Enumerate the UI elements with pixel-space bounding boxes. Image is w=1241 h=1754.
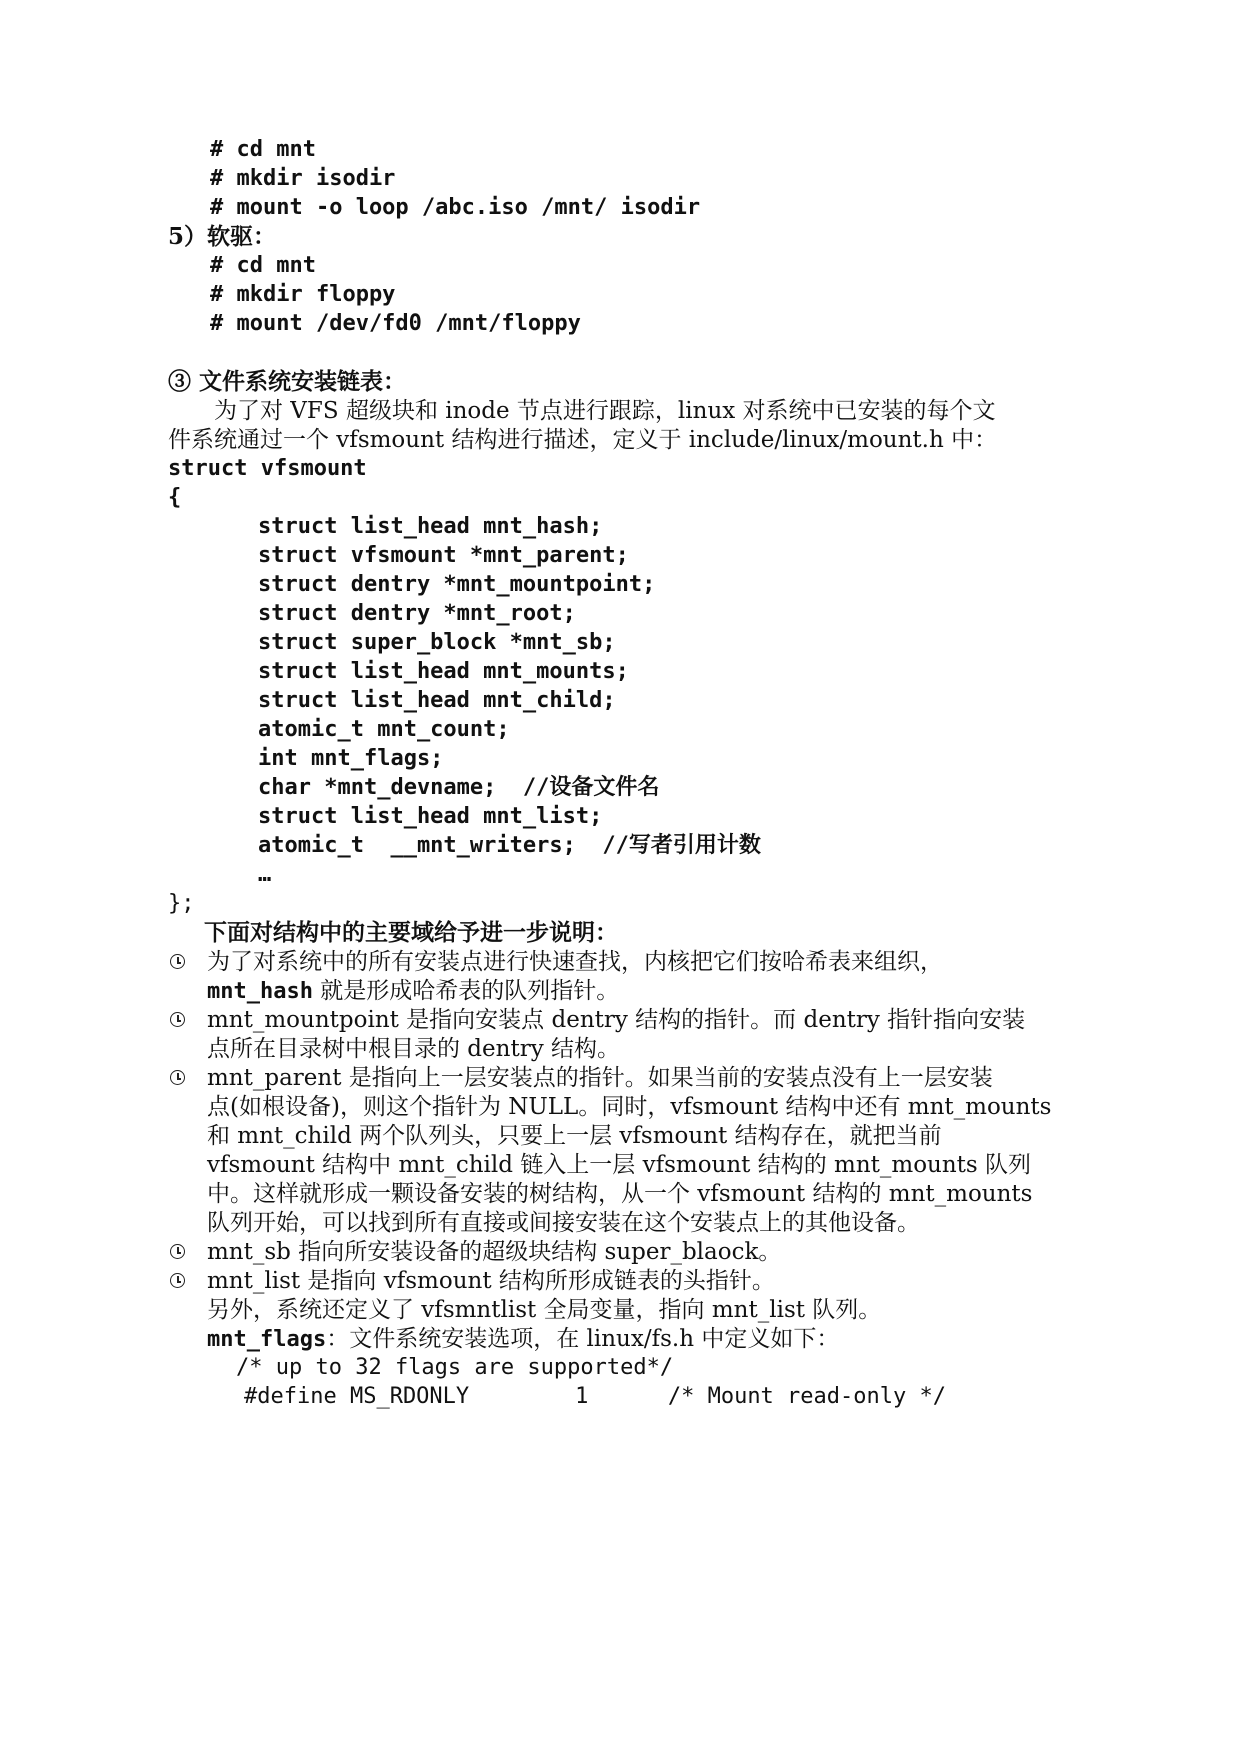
explanation-heading: 下面对结构中的主要域给予进一步说明： <box>204 919 618 946</box>
bullet-text: 队列开始，可以找到所有直接或间接安装在这个安装点上的其他设备。 <box>207 1210 920 1236</box>
bullet-text: mnt_sb 指向所安装设备的超级块结构 super_blaock。 <box>207 1239 782 1265</box>
open-brace: { <box>168 485 182 510</box>
struct-field: … <box>258 862 272 887</box>
struct-field: struct list_head mnt_list; <box>258 804 603 829</box>
paragraph-line: 另外，系统还定义了 vfsmntlist 全局变量，指向 mnt_list 队列。 <box>207 1297 882 1323</box>
section-heading: ③ 文件系统安装链表： <box>168 368 407 395</box>
field-name-bold: mnt_hash <box>207 979 313 1004</box>
bullet-text: mnt_mountpoint 是指向安装点 dentry 结构的指针。而 dentry 指针指向安装 <box>207 1007 1026 1033</box>
struct-field: int mnt_flags; <box>258 746 444 771</box>
struct-field: atomic_t mnt_count; <box>258 717 510 742</box>
bullet-text: 点(如根设备)，则这个指针为 NULL。同时，vfsmount 结构中还有 mnt_mounts <box>207 1094 1052 1120</box>
bullet-text: mnt_list 是指向 vfsmount 结构所形成链表的头指针。 <box>207 1268 775 1294</box>
struct-field: struct list_head mnt_hash; <box>258 514 603 539</box>
flags-description-text: ：文件系统安装选项，在 linux/fs.h 中定义如下： <box>326 1326 840 1352</box>
struct-field: char *mnt_devname; //设备文件名 <box>258 775 660 800</box>
bullet-text: mnt_parent 是指向上一层安装点的指针。如果当前的安装点没有上一层安装 <box>207 1065 993 1091</box>
struct-field: struct list_head mnt_mounts; <box>258 659 629 684</box>
clock-bullet-icon <box>170 1273 185 1288</box>
clock-bullet-icon <box>170 1012 185 1027</box>
struct-field: struct dentry *mnt_root; <box>258 601 576 626</box>
clock-bullet-icon <box>170 1244 185 1259</box>
item-5-floppy-heading: 5）软驱： <box>168 223 277 250</box>
struct-field: struct list_head mnt_child; <box>258 688 616 713</box>
command-mount-iso: # mount -o loop /abc.iso /mnt/ isodir <box>210 195 701 220</box>
bullet-text: 和 mnt_child 两个队列头，只要上一层 vfsmount 结构存在，就把当前 <box>207 1123 942 1149</box>
paragraph-line: 件系统通过一个 vfsmount 结构进行描述，定义于 include/linux/mount.h 中： <box>168 427 998 453</box>
bullet-text-continued: 就是形成哈希表的队列指针。 <box>320 978 620 1004</box>
clock-bullet-icon <box>170 1070 185 1085</box>
command-cd-mnt-2: # cd mnt <box>210 253 316 278</box>
struct-declaration: struct vfsmount <box>168 456 367 481</box>
command-cd-mnt: # cd mnt <box>210 137 316 162</box>
bullet-text: vfsmount 结构中 mnt_child 链入上一层 vfsmount 结构的 mnt_mounts 队列 <box>207 1152 1032 1178</box>
code-comment: /* up to 32 flags are supported*/ <box>236 1355 674 1380</box>
command-mkdir-isodir: # mkdir isodir <box>210 166 396 191</box>
struct-field: atomic_t __mnt_writers; //写者引用计数 <box>258 833 761 858</box>
clock-bullet-icon <box>170 954 185 969</box>
close-brace: }; <box>168 891 195 916</box>
bullet-text: 中。这样就形成一颗设备安装的树结构，从一个 vfsmount 结构的 mnt_mounts <box>207 1181 1033 1207</box>
struct-field: struct vfsmount *mnt_parent; <box>258 543 629 568</box>
struct-field: struct dentry *mnt_mountpoint; <box>258 572 656 597</box>
struct-field: struct super_block *mnt_sb; <box>258 630 616 655</box>
command-mount-floppy: # mount /dev/fd0 /mnt/floppy <box>210 311 581 336</box>
field-name-bold: mnt_flags <box>207 1327 327 1352</box>
paragraph-line: 为了对 VFS 超级块和 inode 节点进行跟踪，linux 对系统中已安装的每个文 <box>214 398 996 424</box>
command-mkdir-floppy: # mkdir floppy <box>210 282 396 307</box>
bullet-text: 为了对系统中的所有安装点进行快速查找，内核把它们按哈希表来组织， <box>207 949 943 975</box>
code-define: #define MS_RDONLY 1 /* Mount read-only */ <box>244 1384 946 1409</box>
bullet-text: 点所在目录树中根目录的 dentry 结构。 <box>207 1036 621 1062</box>
